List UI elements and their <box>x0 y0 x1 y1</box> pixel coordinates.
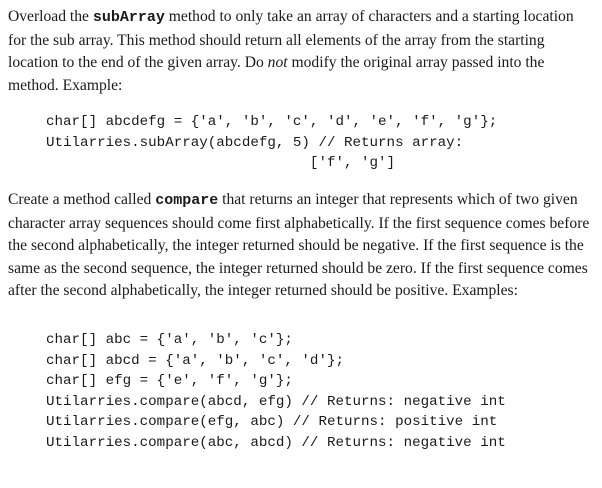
code-line: char[] abcdefg = {'a', 'b', 'c', 'd', 'e', 'f', 'g'}; <box>46 114 498 130</box>
compare-code-examples <box>46 330 506 453</box>
not-emphasis: not <box>267 54 288 72</box>
subarray-text-intro: Overload the <box>8 8 93 25</box>
code-line: char[] abcd = {'a', 'b', 'c', 'd'}; <box>46 352 344 369</box>
compare-method-name: compare <box>155 192 219 209</box>
compare-text-body: that returns an integer that represents which of two given character array sequences should come first alphabetically. If the first sequence comes before the second alphabetically, the integer returned should be negative. If the first sequence is the same as the second sequence, the integer returned should be zero. If the first sequence comes after the second alphabetically, the integer returned should be positive. Examples: <box>8 191 590 300</box>
subarray-text-body: method to only take an array of characters and a starting location for the sub array. This method should return all elements of the array from the starting location to the end of the given array. Do <box>8 8 574 72</box>
code-line: Utilarries.compare(abcd, efg) // Returns: negative int <box>46 393 506 410</box>
subarray-method-name: subArray <box>92 9 165 26</box>
code-line: char[] efg = {'e', 'f', 'g'}; <box>46 373 293 389</box>
code-line: Utilarries.subArray(abcdefg, 5) // Returns array: <box>46 134 464 151</box>
compare-description <box>8 189 594 303</box>
code-line: ['f', 'g'] <box>46 155 396 171</box>
code-line: Utilarries.compare(abc, abcd) // Returns: negative int <box>46 434 506 451</box>
subarray-code-example <box>46 112 497 174</box>
code-line: Utilarries.compare(efg, abc) // Returns: positive int <box>46 414 498 430</box>
subarray-description <box>8 6 594 97</box>
compare-text-intro: Create a method called <box>8 191 156 208</box>
subarray-text-end: modify the original array passed into the method. Example: <box>8 54 545 94</box>
code-line: char[] abc = {'a', 'b', 'c'}; <box>46 332 293 348</box>
